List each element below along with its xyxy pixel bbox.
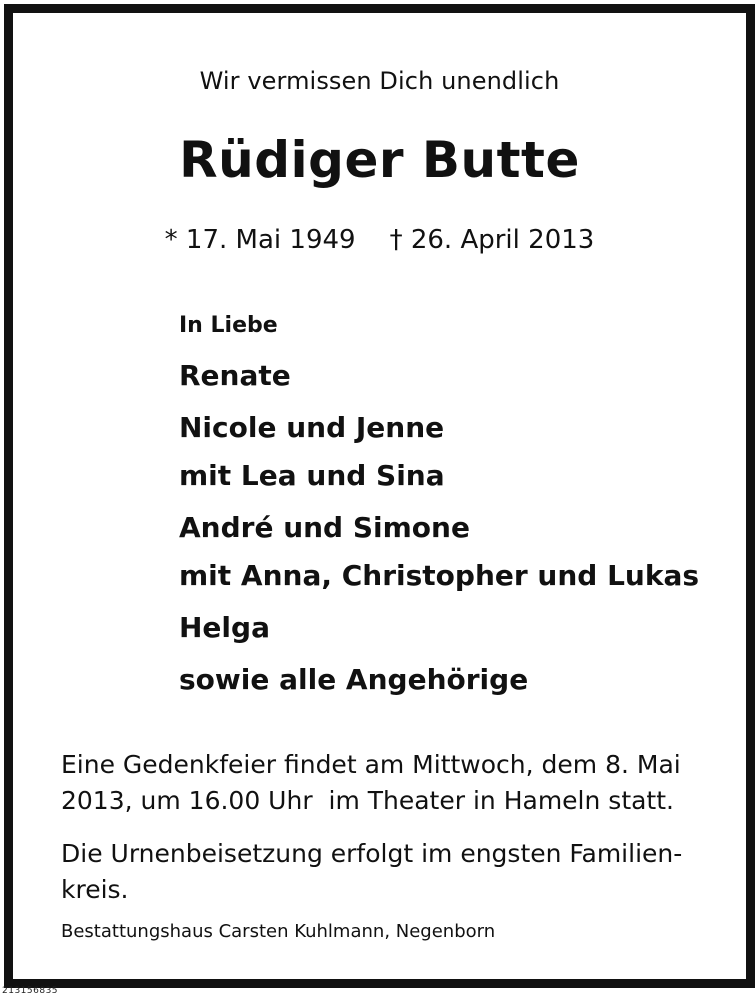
mourner-line: mit Lea und Sina [179, 459, 445, 492]
mourner-line: André und Simone [179, 511, 470, 544]
ad-code: 213156835 [2, 986, 59, 996]
obituary-content [13, 13, 746, 979]
mourners-intro: In Liebe [179, 313, 278, 338]
mourner-line: Helga [179, 611, 270, 644]
death-date: † 26. April 2013 [389, 225, 595, 255]
mourner-entry [179, 656, 739, 704]
obituary-frame [4, 4, 755, 988]
urn-line: Die Urnenbeisetzung erfolgt im engsten Familien- [61, 839, 683, 868]
life-dates [13, 225, 746, 255]
motto: Wir vermissen Dich unendlich [199, 67, 560, 95]
mourner-entry [179, 504, 739, 600]
mourners-list [179, 313, 739, 708]
mourner-line: mit Anna, Christopher und Lukas [179, 559, 700, 592]
mourner-line: sowie alle Angehörige [179, 663, 529, 696]
mourner-line: Renate [179, 359, 291, 392]
urn-notice [61, 836, 711, 908]
memorial-notice [61, 747, 711, 819]
mourner-entry [179, 352, 739, 400]
deceased-name: Rüdiger Butte [179, 131, 580, 189]
birth-date: * 17. Mai 1949 [164, 225, 356, 255]
funeral-home: Bestattungshaus Carsten Kuhlmann, Negenborn [61, 921, 496, 942]
memorial-line: Eine Gedenkfeier findet am Mittwoch, dem 8. Mai [61, 750, 681, 779]
mourner-entry [179, 404, 739, 500]
urn-line: kreis. [61, 875, 129, 904]
mourner-line: Nicole und Jenne [179, 411, 445, 444]
memorial-line: 2013, um 16.00 Uhr im Theater in Hameln statt. [61, 786, 674, 815]
mourner-entry [179, 604, 739, 652]
